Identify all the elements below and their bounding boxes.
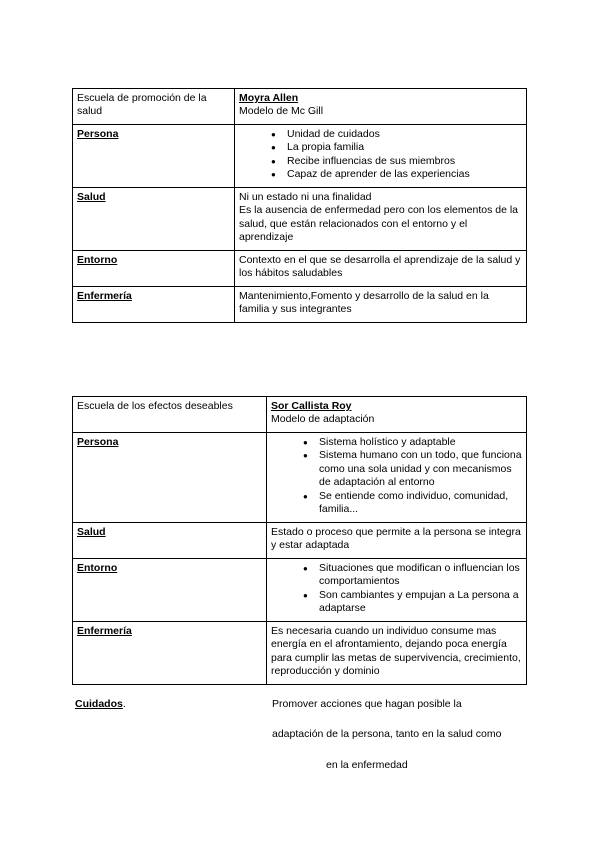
school-cell (73, 397, 267, 433)
value-cell (235, 188, 527, 251)
value-cell (267, 559, 527, 622)
cuidados-label: Cuidados (75, 698, 123, 710)
label-cell (73, 188, 235, 251)
author-cell (235, 89, 527, 125)
value-cell (235, 125, 527, 188)
value-cell (267, 622, 527, 685)
cuidados-suffix: . (122, 698, 126, 710)
list-item: ● Son cambiantes y empujan a La persona a adaptarse (319, 589, 522, 616)
salud-text-line2: Es la ausencia de enfermedad pero con los elementos de la salud, que están relacionados con el entorno y el aprendizaje (239, 204, 519, 244)
entorno-label: Entorno (77, 562, 118, 574)
nursing-model-table-callista-roy (72, 396, 527, 685)
list-item: ● Se entiende como individuo, comunidad, familia... (319, 490, 522, 517)
table-row (73, 523, 527, 559)
value-cell (235, 251, 527, 287)
enfermeria-label: Enfermería (77, 290, 132, 302)
label-cell (73, 433, 267, 523)
label-cell (73, 523, 267, 559)
author-name: Sor Callista Roy (271, 400, 352, 412)
enfermeria-text: Mantenimiento,Fomento y desarrollo de la salud en la familia y sus integrantes (239, 290, 489, 316)
model-name: Modelo de adaptación (271, 413, 375, 426)
value-cell (267, 433, 527, 523)
table-row (73, 287, 527, 323)
school-cell (73, 89, 235, 125)
list-item: ● Sistema humano con un todo, que funciona como una sola unidad y con mecanismos de adaptación al entorno (319, 449, 522, 489)
salud-text: Estado o proceso que permite a la persona se integra y estar adaptada (271, 526, 521, 552)
label-cell (73, 251, 235, 287)
salud-label: Salud (77, 526, 106, 538)
value-cell (235, 287, 527, 323)
persona-label: Persona (77, 128, 119, 140)
salud-label: Salud (77, 191, 106, 203)
cuidados-heading (75, 698, 126, 710)
label-cell (73, 287, 235, 323)
table-row (73, 397, 527, 433)
cuidados-text-line: en la enfermedad (326, 759, 408, 771)
cuidados-text-line: Promover acciones que hagan posible la (272, 698, 462, 710)
enfermeria-label: Enfermería (77, 625, 132, 637)
persona-list (271, 436, 522, 516)
list-item: ● Capaz de aprender de las experiencias (287, 168, 522, 181)
entorno-label: Entorno (77, 254, 118, 266)
nursing-model-table-moyra-allen (72, 88, 527, 323)
table-row (73, 559, 527, 622)
value-cell (267, 523, 527, 559)
list-item: ● Unidad de cuidados (287, 128, 522, 141)
table-row (73, 433, 527, 523)
table-row (73, 188, 527, 251)
table-row (73, 622, 527, 685)
cuidados-text-line: adaptación de la persona, tanto en la salud como (272, 728, 502, 740)
enfermeria-text: Es necesaria cuando un individuo consume mas energía en el afrontamiento, dejando poca energía para cumplir las metas de supervivencia, crecimiento, reproducción y dominio (271, 625, 521, 678)
list-item: ● Sistema holístico y adaptable (319, 436, 522, 449)
persona-label: Persona (77, 436, 119, 448)
table-row (73, 89, 527, 125)
label-cell (73, 559, 267, 622)
list-item: ● Situaciones que modifican o influencian los comportamientos (319, 562, 522, 589)
entorno-list (271, 562, 522, 616)
label-cell (73, 622, 267, 685)
list-item: ● La propia familia (287, 141, 522, 154)
author-name: Moyra Allen (239, 92, 299, 104)
table-row (73, 251, 527, 287)
table-row (73, 125, 527, 188)
author-cell (267, 397, 527, 433)
school-name: Escuela de los efectos deseables (77, 400, 233, 412)
school-name: Escuela de promoción de la salud (77, 92, 207, 118)
list-item: ● Recibe influencias de sus miembros (287, 155, 522, 168)
model-name: Modelo de Mc Gill (239, 105, 324, 118)
label-cell (73, 125, 235, 188)
entorno-text: Contexto en el que se desarrolla el aprendizaje de la salud y los hábitos saludables (239, 254, 521, 280)
persona-list (239, 128, 522, 182)
salud-text-line1: Ni un estado ni una finalidad (239, 191, 372, 203)
